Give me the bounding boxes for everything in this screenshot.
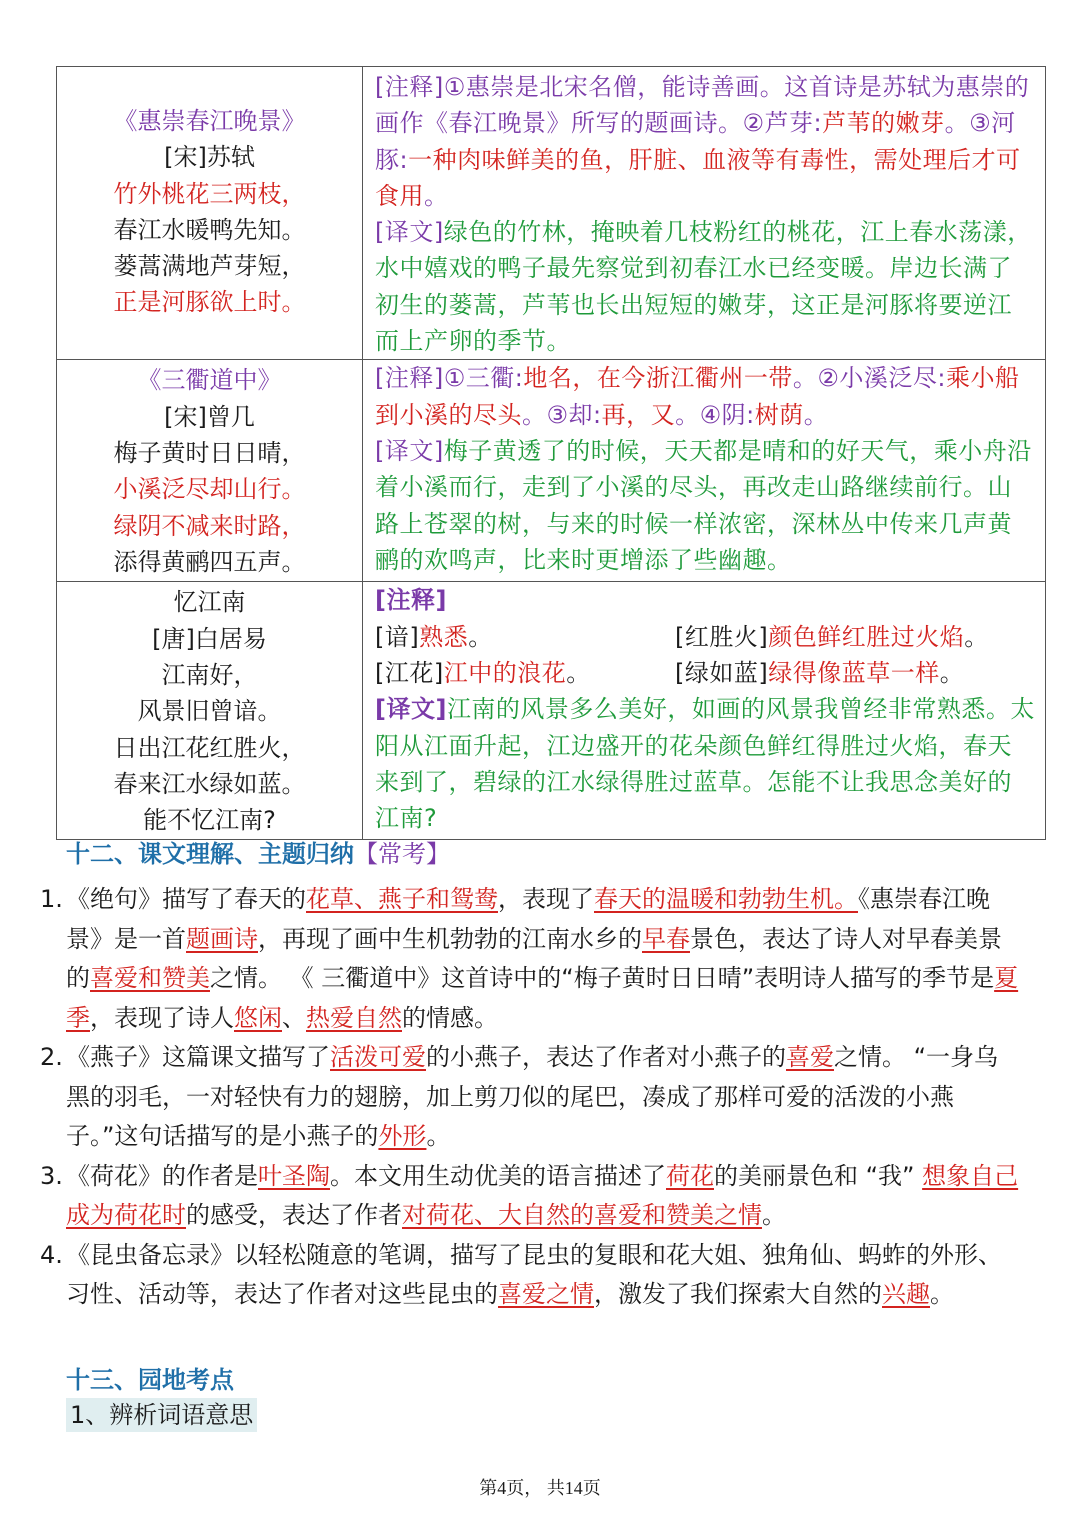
glossary-term: [江花] <box>375 658 444 687</box>
poem-line: 能不忆江南? <box>143 806 276 835</box>
poem-line: 日出江花红胜火， <box>113 733 306 762</box>
answer: 外形 <box>378 1122 427 1150</box>
item-text <box>66 1157 1020 1236</box>
translation-label: [译文] <box>375 695 447 724</box>
summary-list <box>40 880 1020 1315</box>
poem-line: 蒌蒿满地芦芽短， <box>113 252 306 281</box>
text: ，表现了 <box>498 885 594 913</box>
poem-row-3 <box>57 582 1046 840</box>
glossary-entry <box>675 619 1035 655</box>
notes-text: 。 <box>803 400 829 429</box>
poem-line: 竹外桃花三两枝， <box>113 179 306 208</box>
notes-text: 。 <box>944 109 970 138</box>
notes-paragraph <box>375 69 1035 214</box>
translation-text: 梅子黄透了的时候，天天都是晴和的好天气，乘小舟沿着小溪而行，走到了小溪的尽头，再改走山路继续前行。山路上苍翠的树，与来的时候一样浓密，深林丛中传来几声黄鹂的欢鸣声，比来时更增添了些幽趣。 <box>375 436 1032 574</box>
notes-label: [注释] <box>375 586 447 615</box>
translation-text: 江南的风景多么美好，如画的风景我曾经非常熟悉。太阳从江面升起，江边盛开的花朵颜色鲜红得胜过火焰，春天来到了，碧绿的江水绿得胜过蓝草。怎能不让我思念美好的江南? <box>375 695 1035 833</box>
glossary-entry <box>375 619 675 655</box>
list-item <box>40 1038 1020 1157</box>
answer: 花草、燕子和鸳鸯 <box>306 885 498 913</box>
answer: 喜爱 <box>786 1043 834 1071</box>
text: 的感受，表达了作者 <box>186 1201 402 1229</box>
text: 《惠崇春江晚景》是一首 <box>66 885 990 953</box>
translation-paragraph <box>375 433 1035 578</box>
text: 。本文用生动优美的语言描述了 <box>330 1161 666 1190</box>
translation-paragraph <box>375 691 1035 836</box>
poem-line: 春来江水绿如蓝。 <box>113 769 306 798</box>
glossary-punct: 。 <box>566 658 591 687</box>
text: 《绝句》描写了春天的 <box>66 885 306 913</box>
poem-text-cell <box>57 360 363 582</box>
text: ，再现了画中生机勃勃的江南水乡的 <box>258 924 642 953</box>
notes-text: ①惠崇是北宋名僧，能诗善画。这首诗是苏轼为惠崇的画作《春江晚景》所写的题画诗。②芦芽: <box>375 73 1030 138</box>
list-item <box>40 1157 1020 1236</box>
text: 之情。 《 三衢道中》这首诗中的“梅子黄时日日晴”表明诗人描写的季节是 <box>210 964 995 992</box>
glossary-entry <box>675 655 1035 691</box>
glossary-term: [红胜火] <box>675 622 769 651</box>
poem-notes-cell <box>363 67 1046 360</box>
text: 之情。 “一身乌黑的羽毛，一对轻快有力的翅膀，加上剪刀似的尾巴，凑成了那样可爱的活泼的小燕子。”这句话描写的是小燕子的 <box>66 1043 999 1150</box>
text: 。 <box>426 1122 451 1150</box>
list-item <box>40 1236 1020 1315</box>
item-text <box>66 1236 1020 1315</box>
answer: 喜爱之情 <box>498 1280 594 1308</box>
text: ，激发了我们探索大自然的 <box>594 1280 882 1308</box>
answer: 热爱自然 <box>306 1003 402 1032</box>
glossary-meaning: 颜色鲜红胜过火焰 <box>768 622 965 651</box>
glossary-punct: 。 <box>964 622 989 651</box>
notes-key: 再，又 <box>601 400 676 429</box>
section-heading-12 <box>66 834 450 869</box>
notes-key: 芦苇的嫩芽 <box>822 109 945 138</box>
item-text <box>66 880 1020 1038</box>
page-footer: 第4页， 共14页 <box>479 1478 601 1498</box>
text: 。 <box>930 1280 954 1308</box>
subheading: 1、辨析词语意思 <box>66 1398 257 1432</box>
answer: 对荷花、大自然的喜爱和赞美之情 <box>402 1201 762 1229</box>
poem-line: 小溪泛尽却山行。 <box>113 475 306 504</box>
translation-label: [译文] <box>375 436 444 465</box>
notes-text: 。③却: <box>522 400 602 429</box>
list-item <box>40 880 1020 1038</box>
answer: 早春 <box>642 924 690 953</box>
item-text <box>66 1038 1020 1157</box>
poem-line: 春江水暖鸭先知。 <box>113 215 306 244</box>
poem-line: 风景旧曾谙。 <box>137 697 282 726</box>
item-number: 4. <box>40 1240 63 1269</box>
poem-table <box>56 66 1046 840</box>
glossary-meaning: 江中的浪花 <box>443 658 567 687</box>
text: 、 <box>282 1003 306 1032</box>
translation-text: 绿色的竹林，掩映着几枝粉红的桃花，江上春水荡漾，水中嬉戏的鸭子最先察觉到初春江水已经变暖。岸边长满了初生的蒌蒿，芦苇也长出短短的嫩芽，这正是河豚将要逆江而上产卵的季节。 <box>375 218 1032 356</box>
poem-title: 《惠崇春江晚景》 <box>113 107 306 135</box>
text: ，表现了诗人 <box>90 1003 234 1032</box>
notes-text: 。④阴: <box>675 400 755 429</box>
notes-key: 一种肉味鲜美的鱼，肝脏、血液等有毒性，需处理后才可食用 <box>375 145 1021 210</box>
notes-text: 。②小溪泛尽: <box>792 364 946 393</box>
notes-text: 。 <box>424 181 449 210</box>
answer: 夏季 <box>66 964 1019 1032</box>
glossary-meaning: 绿得像蓝草一样 <box>768 658 940 687</box>
text: 景色，表达了诗人对早春美景的 <box>66 924 1002 992</box>
poem-title: 忆江南 <box>173 588 246 617</box>
poem-line: 添得黄鹂四五声。 <box>113 547 306 576</box>
glossary-punct: 。 <box>468 622 493 651</box>
notes-label: [注释] <box>375 364 444 393</box>
answer: 兴趣 <box>882 1280 930 1308</box>
poem-row-1 <box>57 67 1046 360</box>
notes-key: 树荫 <box>754 400 804 429</box>
notes-key: 地名，在今浙江衢州一带 <box>523 364 793 393</box>
poem-row-2 <box>57 360 1046 582</box>
poem-author: [宋]苏轼 <box>164 143 255 172</box>
poem-author: [唐]白居易 <box>152 624 267 653</box>
section-tag: 【常考】 <box>354 840 450 868</box>
answer: 想象自己成为荷花时 <box>66 1161 1019 1229</box>
text: 的美丽景色和 “我” <box>714 1161 923 1190</box>
text: 。 <box>762 1201 786 1229</box>
answer: 喜爱和赞美 <box>90 964 210 992</box>
notes-text: ①三衢: <box>443 364 524 393</box>
notes-text: ③河豚: <box>375 109 1016 174</box>
item-number: 2. <box>40 1043 63 1071</box>
text: 《昆虫备忘录》以轻松随意的笔调，描写了昆虫的复眼和花大姐、独角仙、蚂蚱的外形、习性、活动等，表达了作者对这些昆虫的 <box>66 1240 1002 1308</box>
section-title: 十二、课文理解、主题归纳 <box>66 840 354 868</box>
text: 的小燕子，表达了作者对小燕子的 <box>426 1043 786 1071</box>
notes-paragraph <box>375 360 1035 433</box>
answer: 叶圣陶 <box>258 1161 330 1190</box>
poem-text-cell <box>57 582 363 840</box>
section-heading-13: 十三、园地考点 <box>66 1366 234 1394</box>
translation-label: [译文] <box>375 218 444 247</box>
item-number: 1. <box>40 885 63 913</box>
poem-notes-cell <box>363 360 1046 582</box>
text: 《燕子》这篇课文描写了 <box>66 1043 330 1071</box>
notes-label: [注释] <box>375 73 444 101</box>
glossary-term: [绿如蓝] <box>675 658 769 687</box>
text: 《荷花》的作者是 <box>66 1161 258 1190</box>
glossary-entry <box>375 655 675 691</box>
glossary-term: [谙] <box>375 622 420 651</box>
glossary-grid <box>375 619 1035 692</box>
poem-text-cell <box>57 67 363 360</box>
poem-line: 正是河豚欲上时。 <box>113 288 306 317</box>
text: 的情感。 <box>402 1003 498 1032</box>
poem-title: 《三衢道中》 <box>137 366 282 395</box>
glossary-meaning: 熟悉 <box>419 622 469 651</box>
answer: 悠闲 <box>234 1003 282 1032</box>
poem-author: [宋]曾几 <box>164 402 255 431</box>
translation-paragraph <box>375 214 1035 359</box>
poem-line: 梅子黄时日日晴， <box>113 438 306 467</box>
poem-notes-cell <box>363 582 1046 840</box>
poem-line: 江南好， <box>161 660 258 689</box>
answer: 活泼可爱 <box>330 1043 426 1071</box>
poem-line: 绿阴不减来时路， <box>113 511 306 540</box>
answer: 题画诗 <box>186 924 258 953</box>
answer: 春天的温暖和勃勃生机。 <box>594 885 858 913</box>
item-number: 3. <box>40 1161 63 1190</box>
notes-key: 乘小船到小溪的尽头 <box>375 364 1020 429</box>
answer: 荷花 <box>666 1161 714 1190</box>
glossary-punct: 。 <box>939 658 965 687</box>
